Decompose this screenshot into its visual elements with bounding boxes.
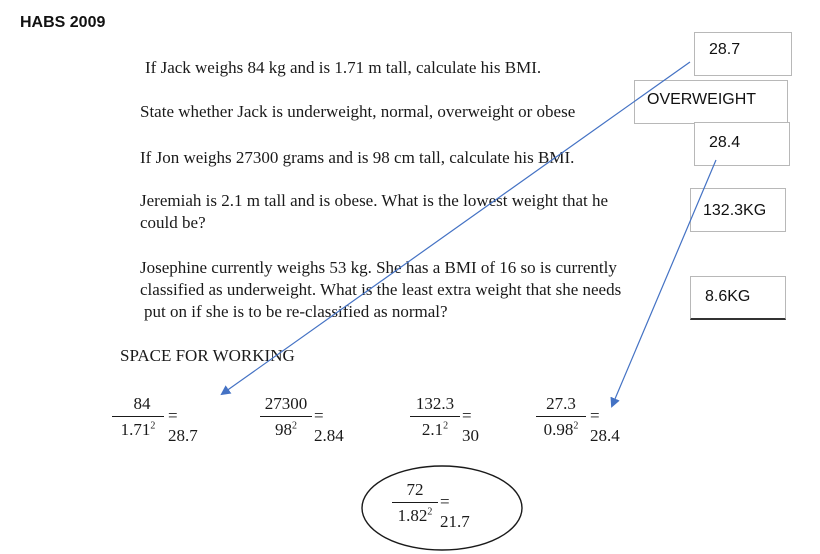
fraction-1-result: = 28.7: [168, 406, 198, 445]
answer-box-2[interactable]: OVERWEIGHT: [634, 80, 788, 124]
question-5-line-1: Josephine currently weighs 53 kg. She has a BMI of 16 so is currently: [140, 258, 617, 277]
answer-box-1[interactable]: 28.7: [694, 32, 792, 76]
fraction-5-denominator: 1.82$^2$: [397, 506, 433, 525]
working-label: SPACE FOR WORKING: [120, 346, 295, 365]
question-2: State whether Jack is underweight, normal, overweight or obese: [140, 102, 576, 121]
fraction-1-denominator: 1.71$^2$: [120, 420, 156, 439]
question-5-line-2: classified as underweight. What is the least extra weight that she needs: [140, 280, 622, 299]
question-3: If Jon weighs 27300 grams and is 98 cm tall, calculate his BMI.: [140, 148, 575, 167]
fraction-2-result: = 2.84: [314, 406, 344, 445]
circle-annotation: [362, 466, 522, 550]
question-4-line-1: Jeremiah is 2.1 m tall and is obese. What is the lowest weight that he: [140, 191, 609, 210]
arrow-answer-3-to-working: [612, 160, 716, 406]
fraction-3-numerator: 132.3: [415, 394, 455, 413]
fraction-1-numerator: 84: [133, 394, 151, 413]
fraction-4-denominator: 0.98$^2$: [543, 420, 579, 439]
fraction-4-result: = 28.4: [590, 406, 620, 445]
fraction-3-result: = 30: [462, 406, 479, 445]
fraction-2-numerator: 27300: [264, 394, 308, 413]
fraction-5-numerator: 72: [406, 480, 424, 499]
fraction-2-denominator: $98^2$: [275, 420, 297, 439]
question-5-line-3: put on if she is to be re-classified as normal?: [144, 302, 448, 321]
question-1: If Jack weighs 84 kg and is 1.71 m tall, calculate his BMI.: [145, 58, 542, 77]
answer-box-5[interactable]: 8.6KG: [690, 276, 786, 320]
question-4-line-2: could be?: [140, 213, 206, 232]
page-title: HABS 2009: [20, 14, 106, 31]
answer-box-4[interactable]: 132.3KG: [690, 188, 786, 232]
fraction-3-denominator: $2.1^2$: [421, 420, 449, 439]
answer-box-3[interactable]: 28.4: [694, 122, 790, 166]
arrow-answer-1-to-working: [222, 62, 690, 394]
fraction-5-result: = 21.7: [440, 492, 470, 531]
fraction-4-numerator: 27.3: [546, 394, 576, 413]
